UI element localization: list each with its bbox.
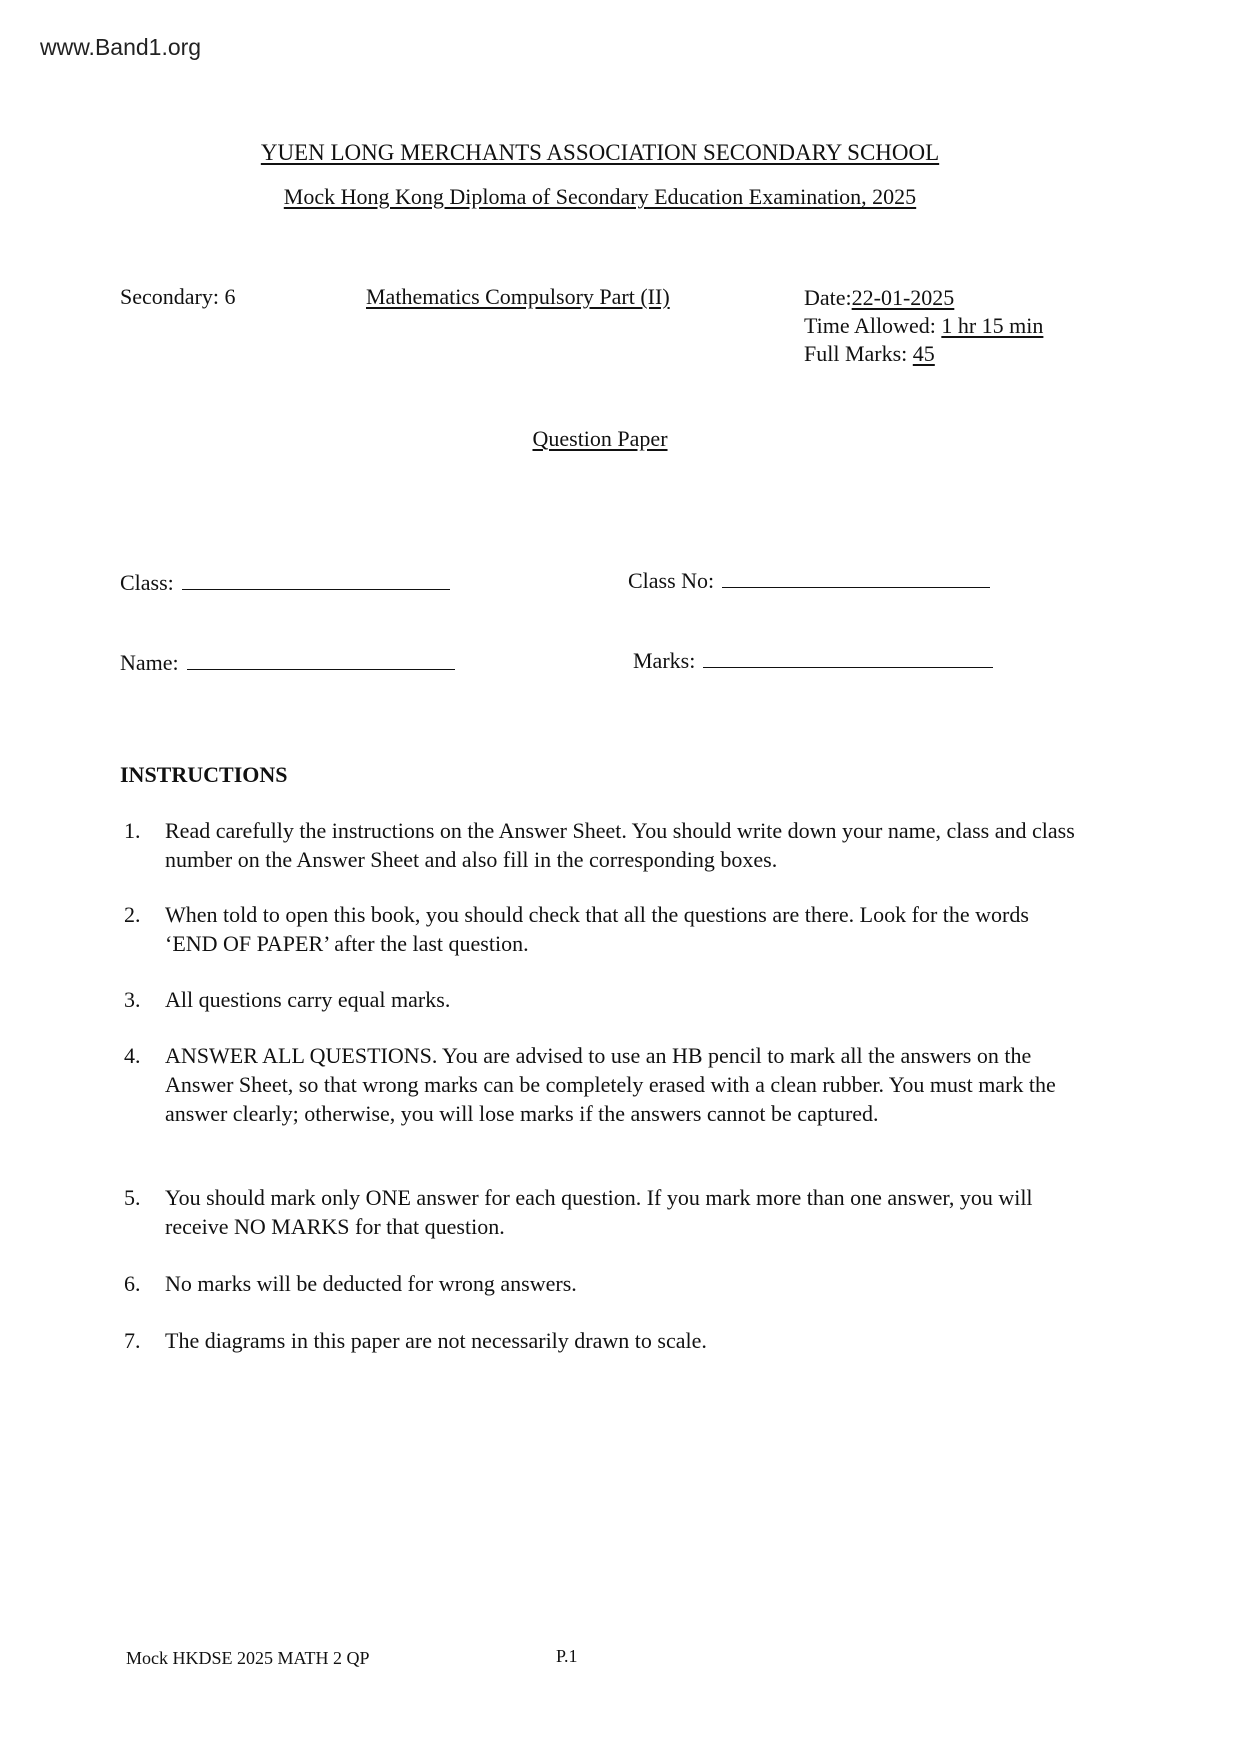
class-no-field[interactable] <box>628 568 990 594</box>
date-label: Date: <box>804 285 852 310</box>
item-number: 2. <box>124 902 141 927</box>
exam-title: Mock Hong Kong Diploma of Secondary Education Examination, 2025 <box>283 184 917 209</box>
full-marks-label: Full Marks: <box>804 341 913 366</box>
page-number: P.1 <box>556 1646 578 1666</box>
time-value: 1 hr 15 min <box>941 313 1044 338</box>
marks-label: Marks: <box>633 648 696 673</box>
marks-blank[interactable] <box>703 666 993 668</box>
item-text: You should mark only ONE answer for each question. If you mark more than one answer, you will receive NO MARKS for that question. <box>165 1185 1033 1239</box>
class-blank[interactable] <box>182 588 450 590</box>
footer-code: Mock HKDSE 2025 MATH 2 QP <box>126 1648 370 1668</box>
instructions-heading: INSTRUCTIONS <box>120 762 288 787</box>
instruction-item <box>124 1183 1084 1241</box>
item-text: When told to open this book, you should check that all the questions are there. Look for the words ‘END OF PAPER’ after the last question. <box>165 902 1029 956</box>
item-number: 4. <box>124 1043 141 1068</box>
school-name: YUEN LONG MERCHANTS ASSOCIATION SECONDARY SCHOOL <box>260 140 940 165</box>
subject: Mathematics Compulsory Part (II) <box>366 284 670 309</box>
class-field[interactable] <box>120 570 450 596</box>
instruction-item <box>124 1269 1084 1298</box>
date-value: 22-01-2025 <box>851 285 955 310</box>
item-text: No marks will be deducted for wrong answers. <box>165 1271 577 1296</box>
class-label: Class: <box>120 570 174 595</box>
item-number: 7. <box>124 1328 141 1353</box>
name-blank[interactable] <box>187 668 455 670</box>
item-text: Read carefully the instructions on the Answer Sheet. You should write down your name, class and class number on the Answer Sheet and also fill in the corresponding boxes. <box>165 818 1075 872</box>
instruction-item <box>124 900 1084 958</box>
paper-type: Question Paper <box>532 426 668 451</box>
class-no-label: Class No: <box>628 568 715 593</box>
name-field[interactable] <box>120 650 455 676</box>
exam-details <box>804 284 1043 368</box>
full-marks-value: 45 <box>912 341 935 366</box>
item-number: 6. <box>124 1271 141 1296</box>
instruction-item <box>124 985 1084 1014</box>
item-number: 3. <box>124 987 141 1012</box>
secondary-level: Secondary: 6 <box>120 284 236 309</box>
watermark: www.Band1.org <box>40 34 202 60</box>
item-number: 1. <box>124 818 141 843</box>
item-text: The diagrams in this paper are not necessarily drawn to scale. <box>165 1328 707 1353</box>
marks-field[interactable] <box>633 648 993 674</box>
name-label: Name: <box>120 650 179 675</box>
item-text: ANSWER ALL QUESTIONS. You are advised to use an HB pencil to mark all the answers on the Answer Sheet, so that wrong marks can be completely erased with a clean rubber. You must mark the answer clearly; otherwise, you will lose marks if the answers cannot be captured. <box>165 1043 1056 1126</box>
instruction-item <box>124 816 1084 874</box>
instruction-item <box>124 1041 1084 1128</box>
item-number: 5. <box>124 1185 141 1210</box>
item-text: All questions carry equal marks. <box>165 987 451 1012</box>
instruction-item <box>124 1326 1084 1355</box>
class-no-blank[interactable] <box>722 586 990 588</box>
time-label: Time Allowed: <box>804 313 942 338</box>
